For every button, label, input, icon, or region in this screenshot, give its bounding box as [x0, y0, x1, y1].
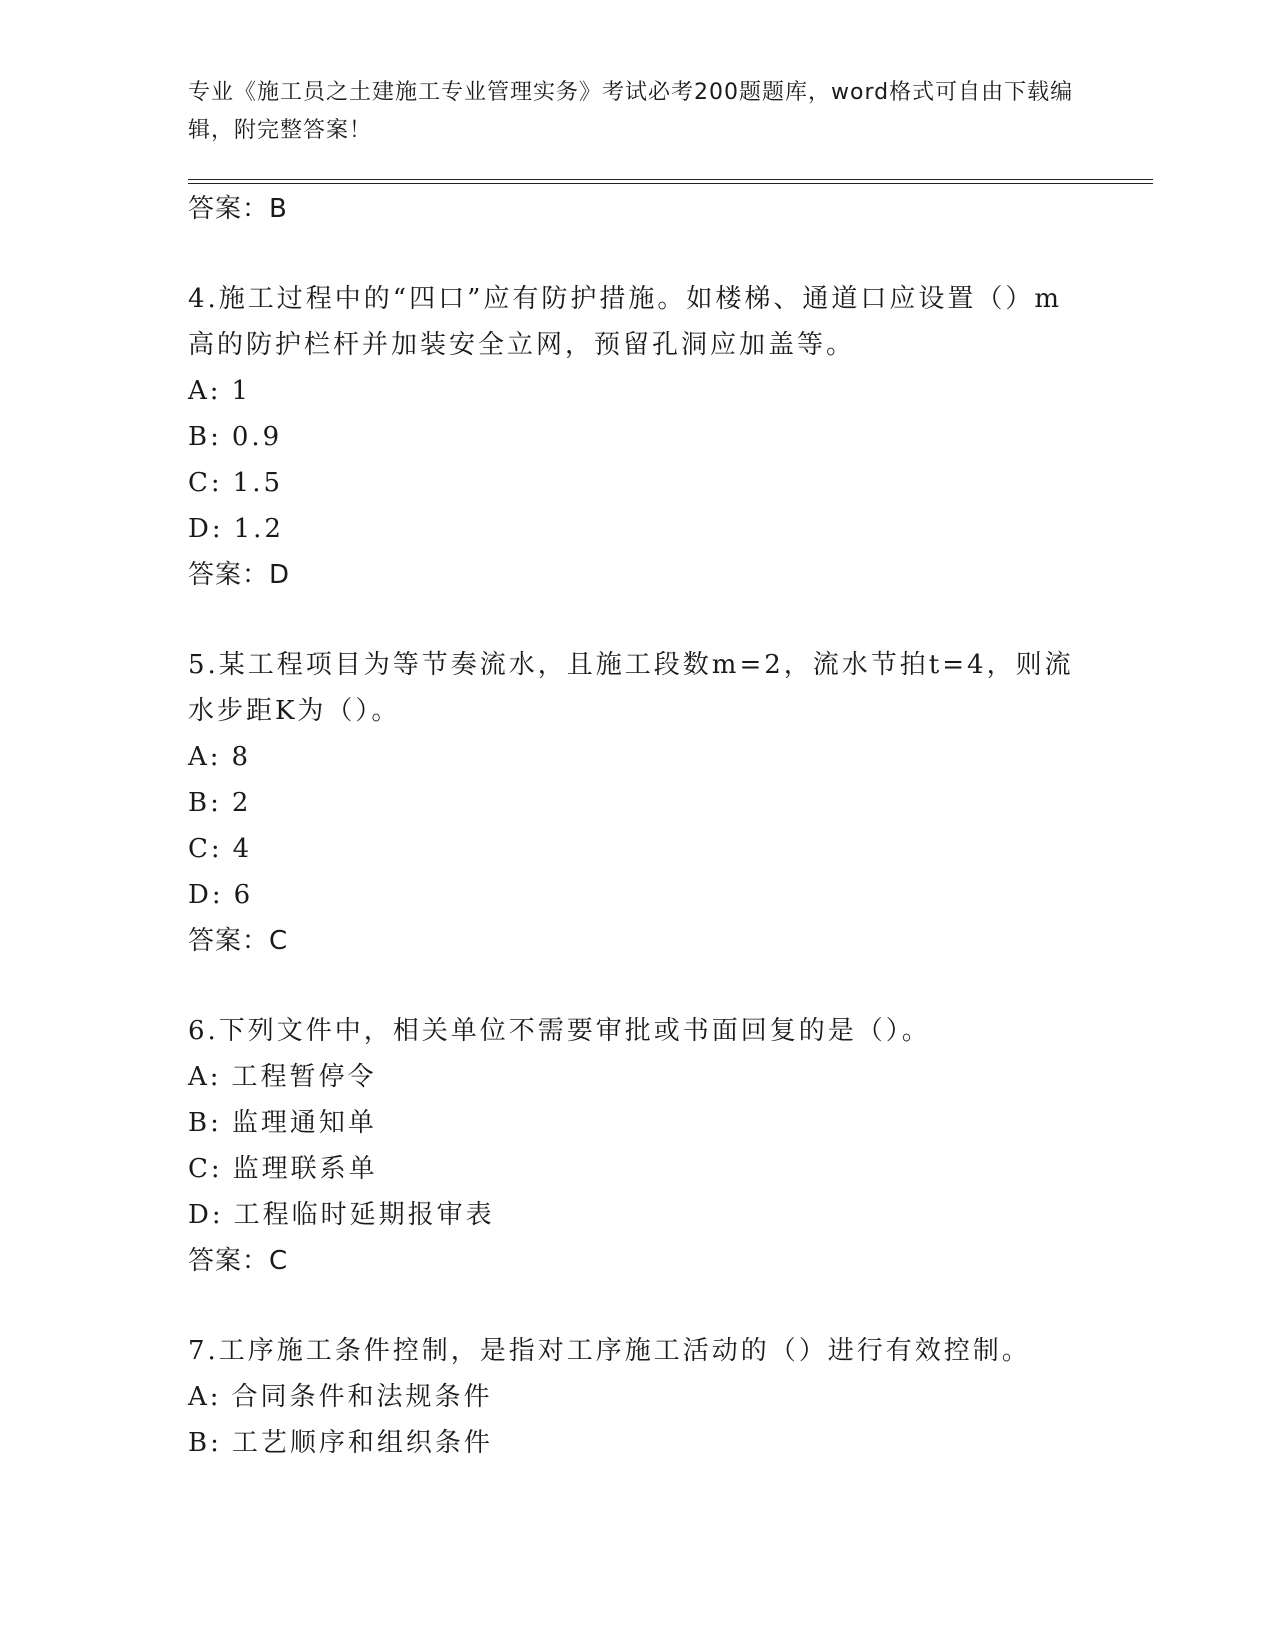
option-text: 1: [231, 376, 252, 406]
option-d: [188, 872, 1088, 918]
option-d: [188, 1192, 1088, 1238]
option-text: 1.5: [232, 468, 284, 498]
option-text: 1.2: [233, 514, 284, 544]
option-text: 0.9: [231, 422, 283, 452]
question-block: [188, 1008, 1088, 1284]
option-c: [188, 460, 1088, 506]
option-text: 工艺顺序和组织条件: [231, 1428, 493, 1458]
header-title: 专业《施工员之土建施工专业管理实务》考试必考200题题库，word格式可自由下载编辑，附完整答案！: [188, 80, 1074, 143]
option-label: D:: [188, 514, 224, 544]
question-block: [188, 1328, 1088, 1466]
option-text: 4: [232, 834, 253, 864]
option-text: 监理联系单: [232, 1154, 378, 1184]
header-divider-bottom: [188, 183, 1153, 184]
option-label: C:: [188, 1154, 223, 1184]
option-b: [188, 1100, 1088, 1146]
option-label: D:: [188, 880, 224, 910]
option-label: A:: [188, 1062, 222, 1092]
option-label: A:: [188, 376, 222, 406]
option-text: 2: [231, 788, 252, 818]
option-label: C:: [188, 468, 223, 498]
question-text: 5.某工程项目为等节奏流水，且施工段数m=2，流水节拍t=4，则流水步距K为（）。: [188, 650, 1074, 726]
option-text: 8: [231, 742, 252, 772]
question-block: [188, 642, 1088, 964]
option-a: [188, 1374, 1088, 1420]
option-a: [188, 1054, 1088, 1100]
option-label: B:: [188, 788, 222, 818]
answer-line: 答案：C: [188, 1246, 289, 1276]
option-c: [188, 1146, 1088, 1192]
option-text: 合同条件和法规条件: [231, 1382, 493, 1412]
option-label: B:: [188, 1108, 222, 1138]
option-b: [188, 780, 1088, 826]
option-label: B:: [188, 1428, 222, 1458]
option-label: A:: [188, 742, 222, 772]
question-list: [188, 186, 1088, 1466]
option-text: 工程暂停令: [231, 1062, 377, 1092]
option-text: 工程临时延期报审表: [233, 1200, 495, 1230]
option-d: [188, 506, 1088, 552]
answer-line: 答案：C: [188, 926, 289, 956]
option-label: C:: [188, 834, 223, 864]
option-b: [188, 1420, 1088, 1466]
option-label: B:: [188, 422, 222, 452]
option-a: [188, 734, 1088, 780]
option-c: [188, 826, 1088, 872]
option-a: [188, 368, 1088, 414]
option-label: A:: [188, 1382, 222, 1412]
header-divider-top: [188, 179, 1153, 180]
option-text: 6: [233, 880, 254, 910]
document-header: [188, 74, 1088, 150]
option-text: 监理通知单: [231, 1108, 377, 1138]
question-text: 6.下列文件中，相关单位不需要审批或书面回复的是（）。: [188, 1016, 931, 1046]
option-b: [188, 414, 1088, 460]
question-block: [188, 276, 1088, 598]
question-text: 7.工序施工条件控制，是指对工序施工活动的（）进行有效控制。: [188, 1336, 1031, 1366]
answer-line: 答案：D: [188, 560, 291, 590]
option-label: D:: [188, 1200, 224, 1230]
previous-answer: 答案：B: [188, 194, 288, 224]
question-text: 4.施工过程中的“四口”应有防护措施。如楼梯、通道口应设置（）m高的防护栏杆并加装安全立网，预留孔洞应加盖等。: [188, 284, 1063, 360]
